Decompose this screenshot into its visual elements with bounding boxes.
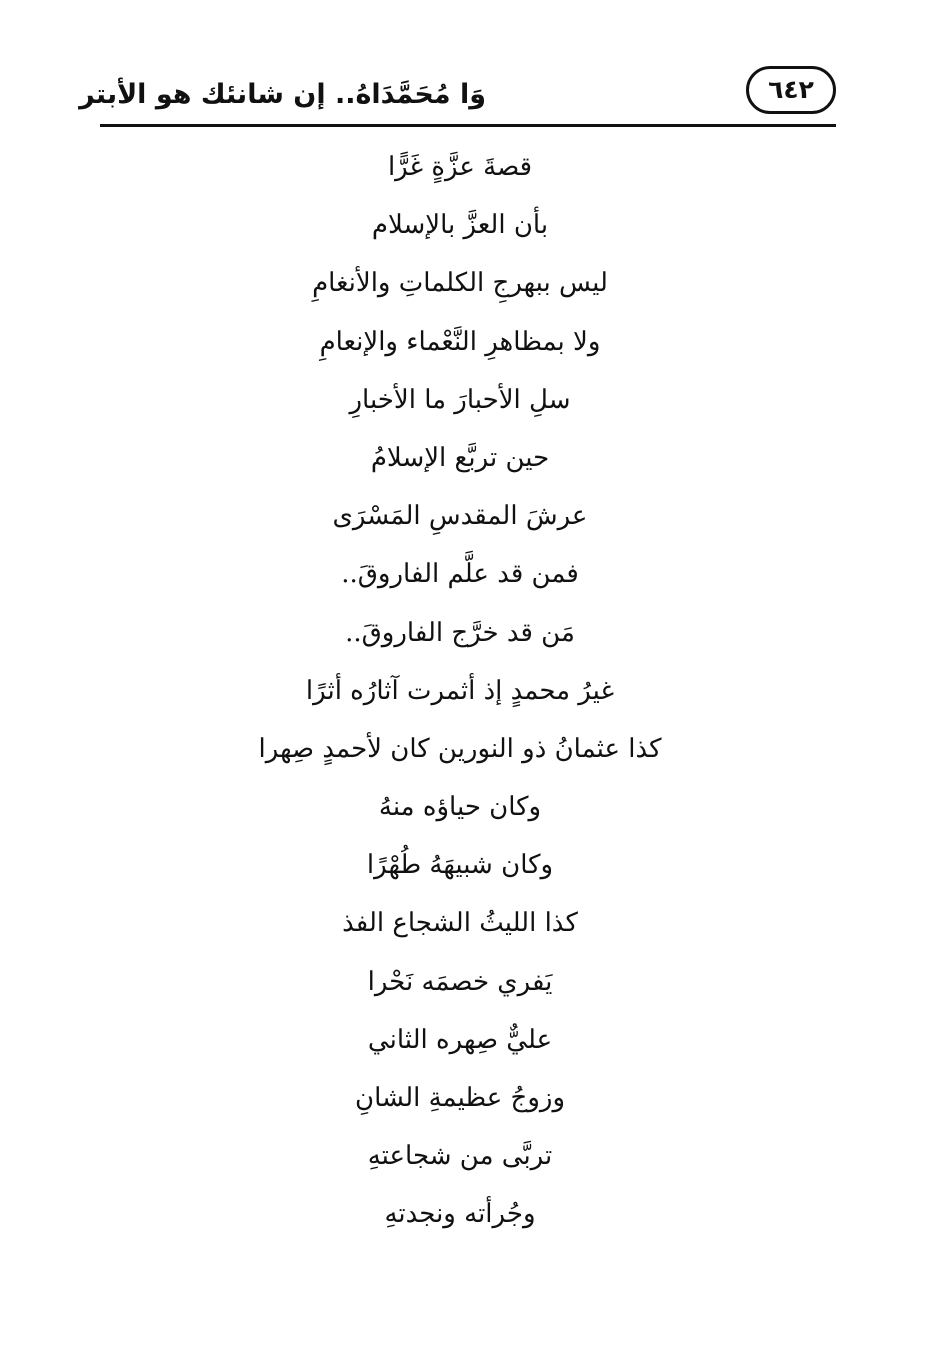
verse-line: قصةَ عزَّةٍ غَرًّا xyxy=(387,152,533,182)
verse-line: عليٌّ صِهره الثاني xyxy=(367,1024,553,1055)
verse-line: وجُرأته ونجدتهِ xyxy=(384,1199,536,1230)
verse-line: تربَّى من شجاعتهِ xyxy=(367,1141,553,1172)
page-number-frame xyxy=(746,66,836,114)
verse-line: وكان شبيهَهُ طُهْرًا xyxy=(366,850,554,881)
verse-line: وزوجُ عظيمةِ الشانِ xyxy=(355,1083,565,1113)
poem xyxy=(160,138,760,1244)
verse-line: سلِ الأحبارَ ما الأخبارِ xyxy=(349,384,571,415)
verse-line: يَفري خصمَه نَحْرا xyxy=(367,966,553,997)
verse-line: ليس ببهرجِ الكلماتِ والأنغامِ xyxy=(312,268,608,299)
verse-line: كذا عثمانُ ذو النورين كان لأحمدٍ صِهرا xyxy=(258,733,662,764)
verse-line: حين تربَّع الإسلامُ xyxy=(370,442,550,473)
page-header xyxy=(79,66,836,128)
verse-line: ولا بمظاهرِ النَّعْماء والإنعامِ xyxy=(319,326,601,357)
verse-line: كذا الليثُ الشجاع الفذ xyxy=(342,908,578,939)
page-number: ٦٤٢ xyxy=(768,75,814,104)
header-rule xyxy=(100,124,836,127)
verse-line: عرشَ المقدسِ المَسْرَى xyxy=(332,501,588,532)
verse-line: فمن قد علَّم الفاروقَ.. xyxy=(341,559,579,590)
verse-line: غيرُ محمدٍ إذ أثمرت آثارُه أثرًا xyxy=(305,675,615,706)
verse-line: مَن قد خرَّج الفاروقَ.. xyxy=(345,617,575,648)
running-title: وَا مُحَمَّدَاهُ.. إن شانئك هو الأبتر xyxy=(79,79,486,110)
verse-line: بأن العزَّ بالإسلام xyxy=(371,210,549,241)
verse-line: وكان حياؤه منهُ xyxy=(378,792,542,823)
